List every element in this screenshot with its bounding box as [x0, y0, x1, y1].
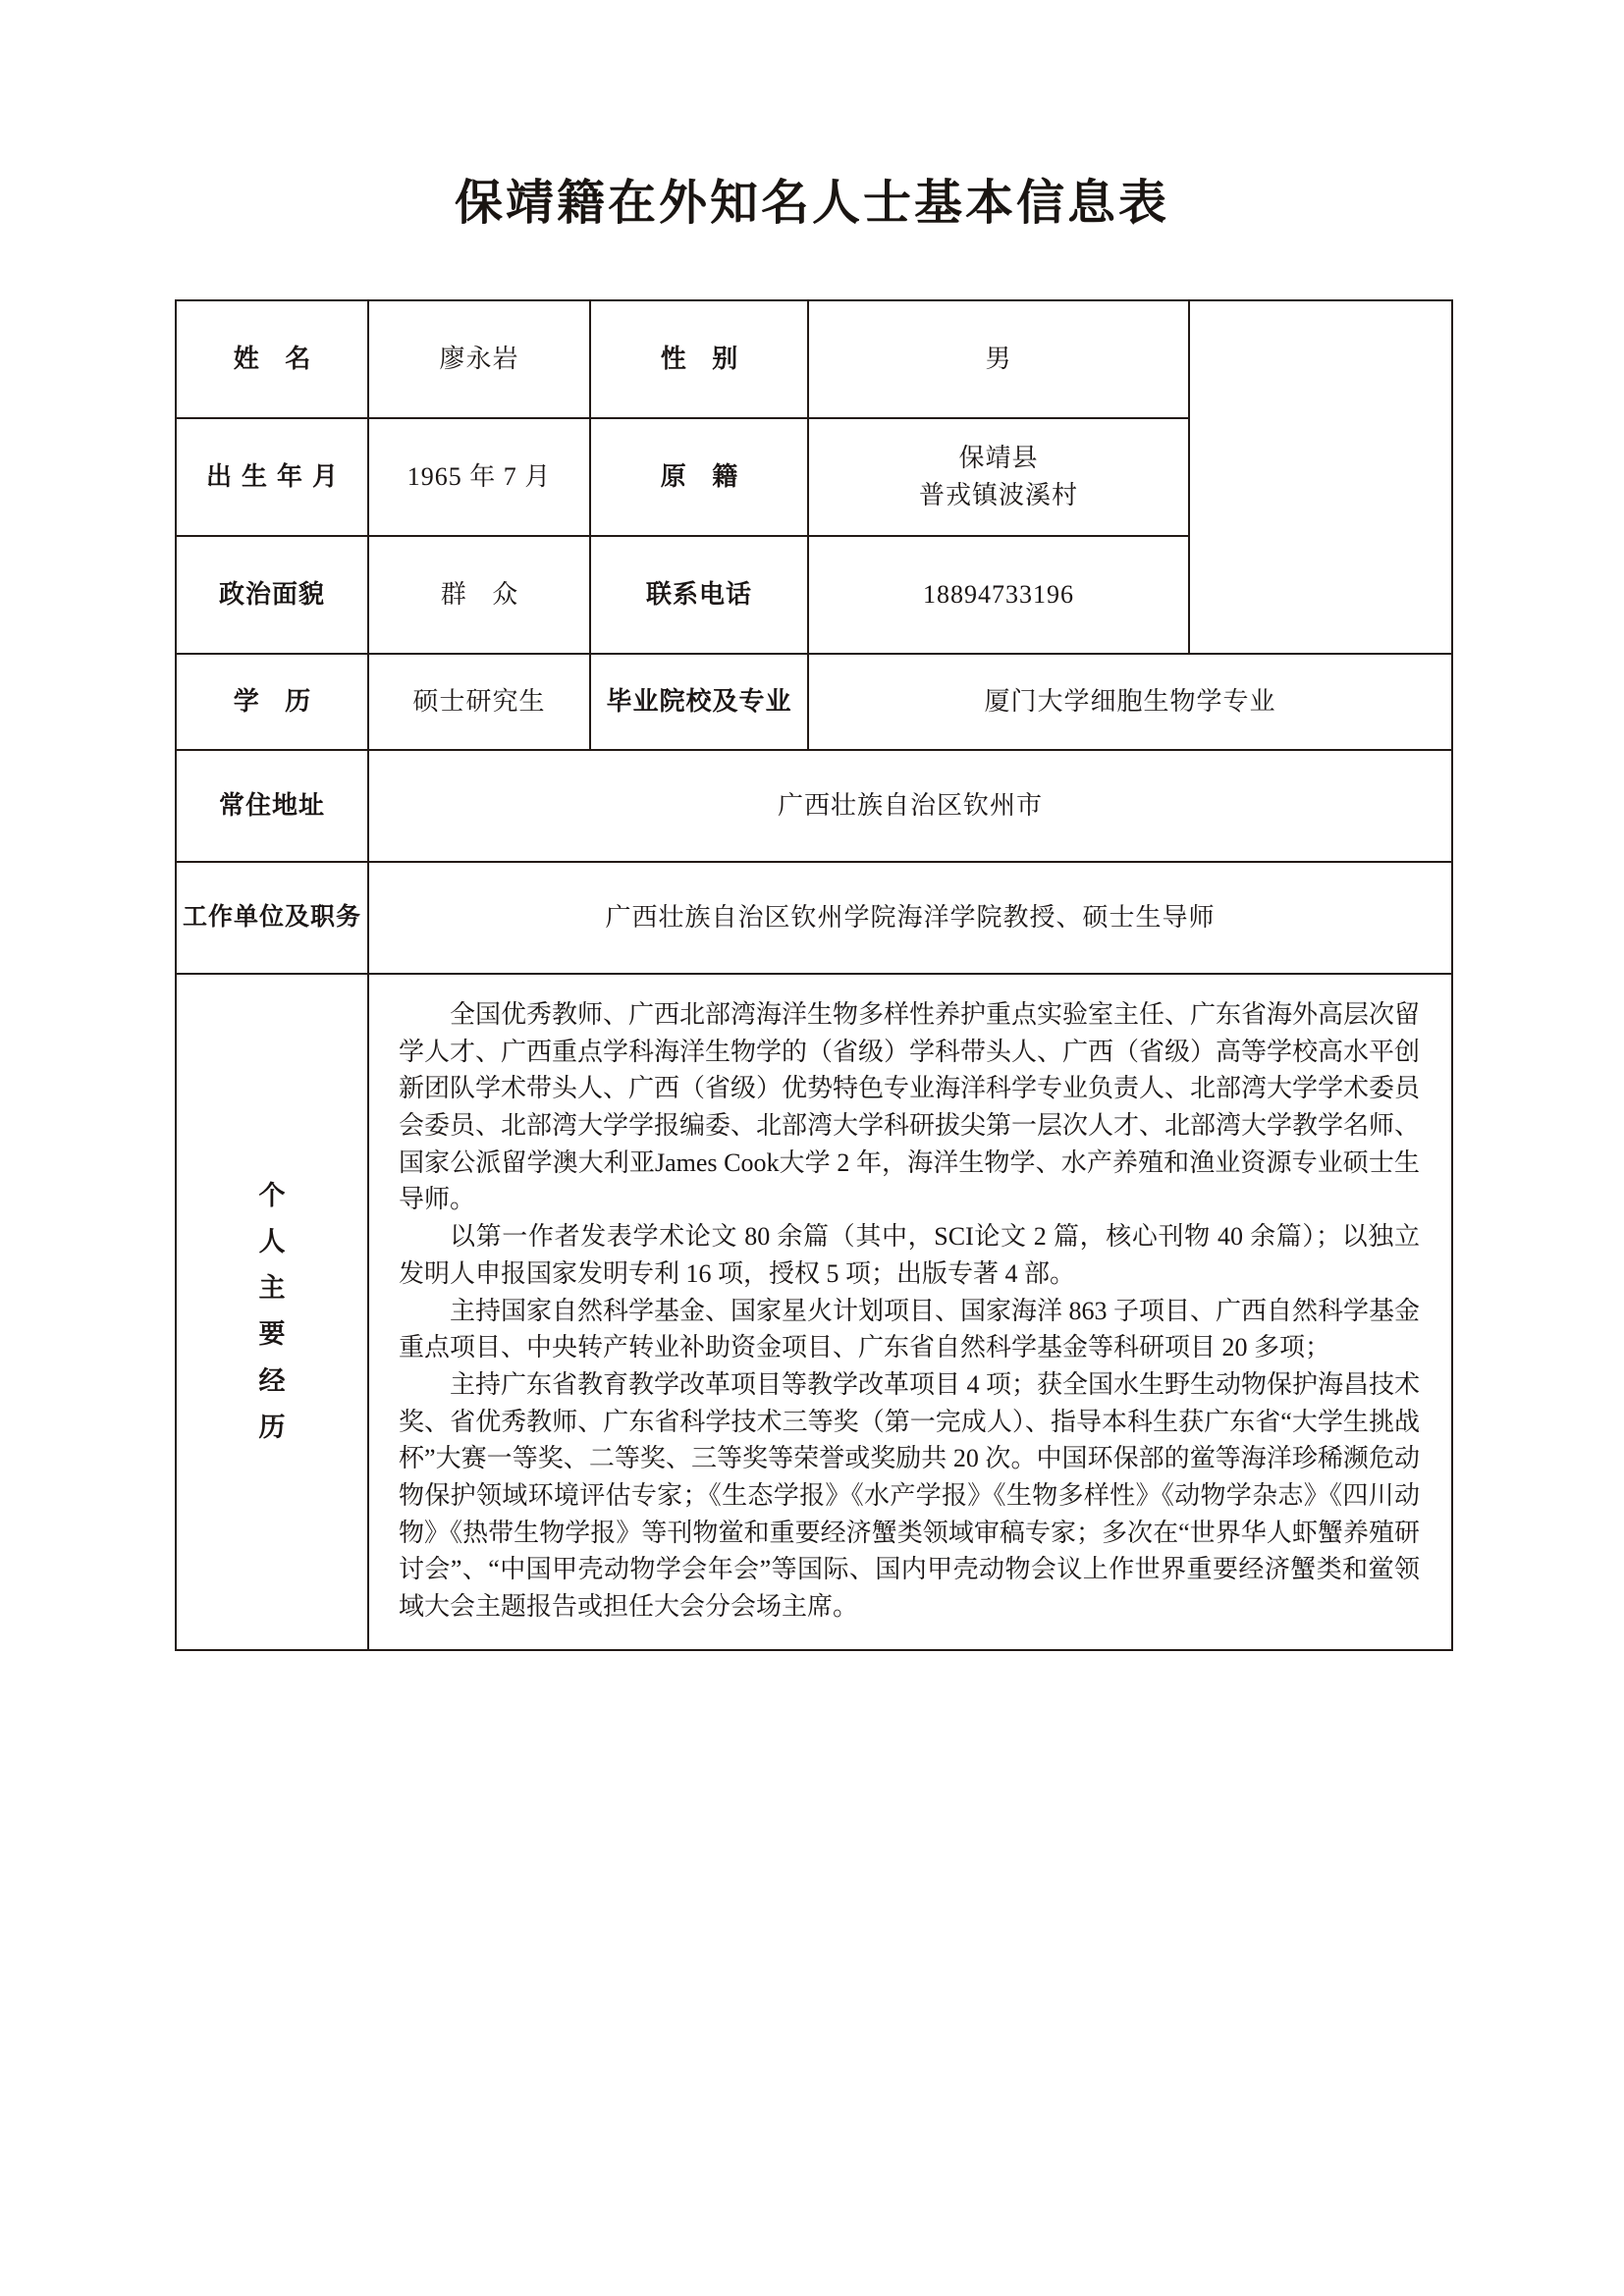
experience-body — [368, 974, 1452, 1650]
origin-value — [808, 418, 1189, 536]
address-label: 常住地址 — [176, 750, 368, 862]
gender-value: 男 — [808, 300, 1189, 418]
name-label: 姓 名 — [176, 300, 368, 418]
school-label: 毕业院校及专业 — [590, 654, 808, 750]
page-title: 保靖籍在外知名人士基本信息表 — [454, 176, 1169, 230]
political-status-label: 政治面貌 — [176, 536, 368, 654]
gender-label: 性 别 — [590, 300, 808, 418]
experience-label-char: 个 — [258, 1180, 286, 1210]
experience-paragraph: 主持广东省教育教学改革项目等教学改革项目 4 项；获全国水生野生动物保护海昌技术奖、省优秀教师、广东省科学技术三等奖（第一完成人）、指导本科生获广东省“大学生挑战杯”大赛一等奖、二等奖、三等奖等荣誉或奖励共 20 次。中国环保部的鲎等海洋珍稀濒危动物保护领域环境评估专家；《生态学报》《水产学报》《生物多样性》《动物学杂志》《四川动物》《热带生物学报》等刊物鲎和重要经济蟹类领域审稿专家；多次在“世界华人虾蟹养殖研讨会”、“中国甲壳动物学会年会”等国际、国内甲壳动物会议上作世界重要经济蟹类和鲎领域大会主题报告或担任大会分会场主席。 — [399, 1369, 1421, 1621]
political-status-value: 群 众 — [368, 536, 590, 654]
table-row — [176, 654, 1452, 750]
table-row — [176, 862, 1452, 974]
experience-label-vertical — [177, 1173, 367, 1452]
school-value: 厦门大学细胞生物学专业 — [808, 654, 1452, 750]
portrait-photo — [1189, 300, 1452, 654]
education-label: 学 历 — [176, 654, 368, 750]
experience-paragraph: 主持国家自然科学基金、国家星火计划项目、国家海洋 863 子项目、广西自然科学基金重点项目、中央转产转业补助资金项目、广东省自然科学基金等科研项目 20 多项； — [399, 1296, 1421, 1362]
experience-paragraph: 全国优秀教师、广西北部湾海洋生物多样性养护重点实验室主任、广东省海外高层次留学人才、广西重点学科海洋生物学的（省级）学科带头人、广西（省级）高等学校高水平创新团队学术带头人、广西（省级）优势特色专业海洋科学专业负责人、北部湾大学学术委员会委员、北部湾大学学报编委、北部湾大学科研拔尖第一层次人才、北部湾大学教学名师、国家公派留学澳大利亚James Cook大学 2 年，海洋生物学、水产养殖和渔业资源专业硕士生导师。 — [399, 1000, 1421, 1214]
person-info-table — [175, 299, 1453, 1651]
birth-label: 出生年月 — [176, 418, 368, 536]
work-unit-value: 广西壮族自治区钦州学院海洋学院教授、硕士生导师 — [368, 862, 1452, 974]
table-row — [176, 750, 1452, 862]
work-unit-label: 工作单位及职务 — [176, 862, 368, 974]
experience-label-char: 经 — [258, 1365, 286, 1396]
experience-label-char: 要 — [258, 1319, 286, 1350]
origin-value-line1: 保靖县 — [958, 444, 1039, 473]
birth-value: 1965 年 7 月 — [368, 418, 590, 536]
experience-label — [176, 974, 368, 1650]
experience-label-char: 主 — [258, 1273, 286, 1304]
experience-label-char: 人 — [258, 1226, 286, 1256]
origin-label: 原 籍 — [590, 418, 808, 536]
phone-value: 18894733196 — [808, 536, 1189, 654]
table-row — [176, 300, 1452, 418]
phone-label: 联系电话 — [590, 536, 808, 654]
experience-paragraph: 以第一作者发表学术论文 80 余篇（其中，SCI论文 2 篇，核心刊物 40 余篇）；以独立发明人申报国家发明专利 16 项，授权 5 项；出版专著 4 部。 — [399, 1222, 1420, 1288]
address-value: 广西壮族自治区钦州市 — [368, 750, 1452, 862]
table-row — [176, 974, 1452, 1650]
experience-label-char: 历 — [258, 1412, 286, 1442]
education-value: 硕士研究生 — [368, 654, 590, 750]
name-value: 廖永岩 — [368, 300, 590, 418]
origin-value-line2: 普戎镇波溪村 — [918, 481, 1078, 509]
